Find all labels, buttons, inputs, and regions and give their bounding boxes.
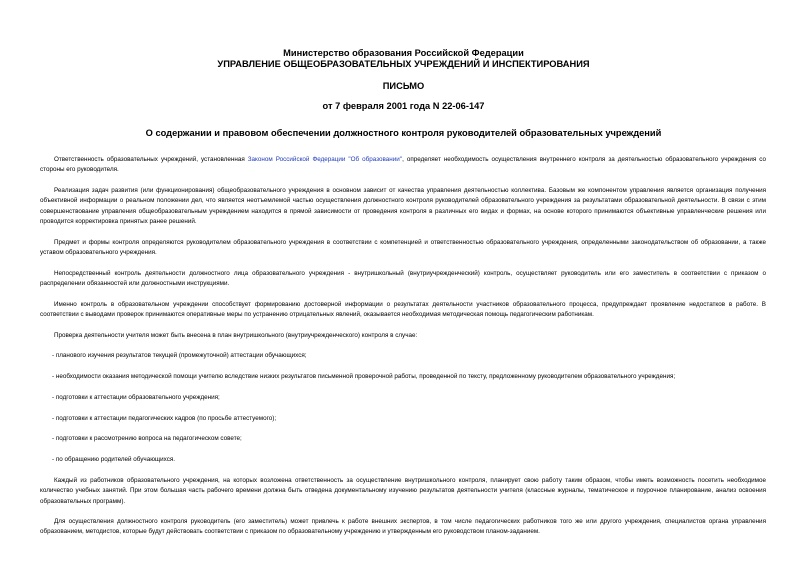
law-link[interactable]: Законом Российской Федерации "Об образовании" [247, 156, 403, 163]
list-item: - необходимости оказания методической помощи учителю вследствие низких результатов письменной проверочной работы, проведенной по тексту, предложенному руководителем образовательного учреждения; [52, 373, 676, 380]
ministry-name: Министерство образования Российской Федерации [283, 48, 524, 58]
paragraph-1-start: Ответственность образовательных учреждений, установленная [54, 156, 248, 163]
paragraph-3: Предмет и формы контроля определяются руководителем образовательного учреждения в соответствии с компетенцией и ответственностью образовательного учреждения, определенными законодательством об образовании, а также уставом образовательного учреждения. [40, 239, 766, 257]
paragraph-4: Непосредственный контроль деятельности должностного лица образовательного учреждения - внутришкольный (внутриучрежденческий) контроль, осуществляет руководитель или его заместитель в соответствии с приказом о распределении обязанностей или должностными инструкциями. [40, 270, 766, 288]
list-item: - подготовки к аттестации педагогических кадров (по просьбе аттестуемого); [52, 415, 277, 422]
document-subject: О содержании и правовом обеспечении должностного контроля руководителей образовательных учреждений [145, 128, 662, 138]
list-item: - подготовки к рассмотрению вопроса на педагогическом совете; [52, 435, 242, 442]
paragraph-8: Для осуществления должностного контроля руководитель (его заместитель) может привлечь к работе внешних экспертов, в том числе педагогических работников того же или другого учреждения, специалистов органа управления образованием, методистов, которые будут действовать соответствии с приказом по образовательному учреждению и утвержденным его руководством планом-заданием. [40, 518, 766, 536]
list-item: - подготовки к аттестации образовательного учреждения; [52, 394, 220, 401]
list-item: - планового изучения результатов текущей (промежуточной) аттестации обучающихся; [52, 352, 307, 359]
document-date-number: от 7 февраля 2001 года N 22-06-147 [322, 101, 485, 111]
paragraph-1-end: , определяет необходимость осуществления внутреннего контроля за деятельностью образовательного учреждения со стороны его руководителя. [40, 156, 766, 174]
paragraph-7: Каждый из работников образовательного учреждения, на которых возложена ответственность за осуществление внутришкольного контроля, планирует свою работу таким образом, чтобы иметь возможность посетить необходимое количество учебных занятий. При этом большая часть рабочего времени должна быть отведена документальному изучению результатов деятельности учителя (классные журналы, тематическое и поурочное планирование, анализ освоения образовательных программ). [40, 477, 766, 505]
paragraph-5: Именно контроль в образовательном учреждении способствует формированию достоверной информации о результатах деятельности участников образовательного процесса, предупреждает проявление недостатков в работе. В соответствии с выводами проверок принимаются оперативные меры по устранению отрицательных явлений, оказывается необходимая методическая помощь педагогическим работникам. [40, 301, 766, 319]
list-item: - по обращению родителей обучающихся. [52, 456, 176, 463]
paragraph-1 [40, 155, 766, 176]
department-name: УПРАВЛЕНИЕ ОБЩЕОБРАЗОВАТЕЛЬНЫХ УЧРЕЖДЕНИЙ И ИНСПЕКТИРОВАНИЯ [217, 59, 590, 69]
paragraph-2: Реализация задач развития (или функционирования) общеобразовательного учреждения в основном зависит от качества управления деятельностью коллектива. Базовым же компонентом управления является организация получения объективной информации о реальном положении дел, что является неотъемлемой частью осуществления должностного контроля руководителей образовательного учреждения за результатами образовательной деятельности. В связи с этим совершенствование управления общеобразовательным учреждением находится в прямой зависимости от проведения контроля в различных его видах и формах, на основе которого принимаются объективные управленческие решения или проводится корректировка принятых ранее решений. [40, 187, 766, 226]
document-type: ПИСЬМО [382, 81, 425, 91]
paragraph-6: Проверка деятельности учителя может быть внесена в план внутришкольного (внутриучрежденческого) контроля в случае: [54, 332, 418, 339]
